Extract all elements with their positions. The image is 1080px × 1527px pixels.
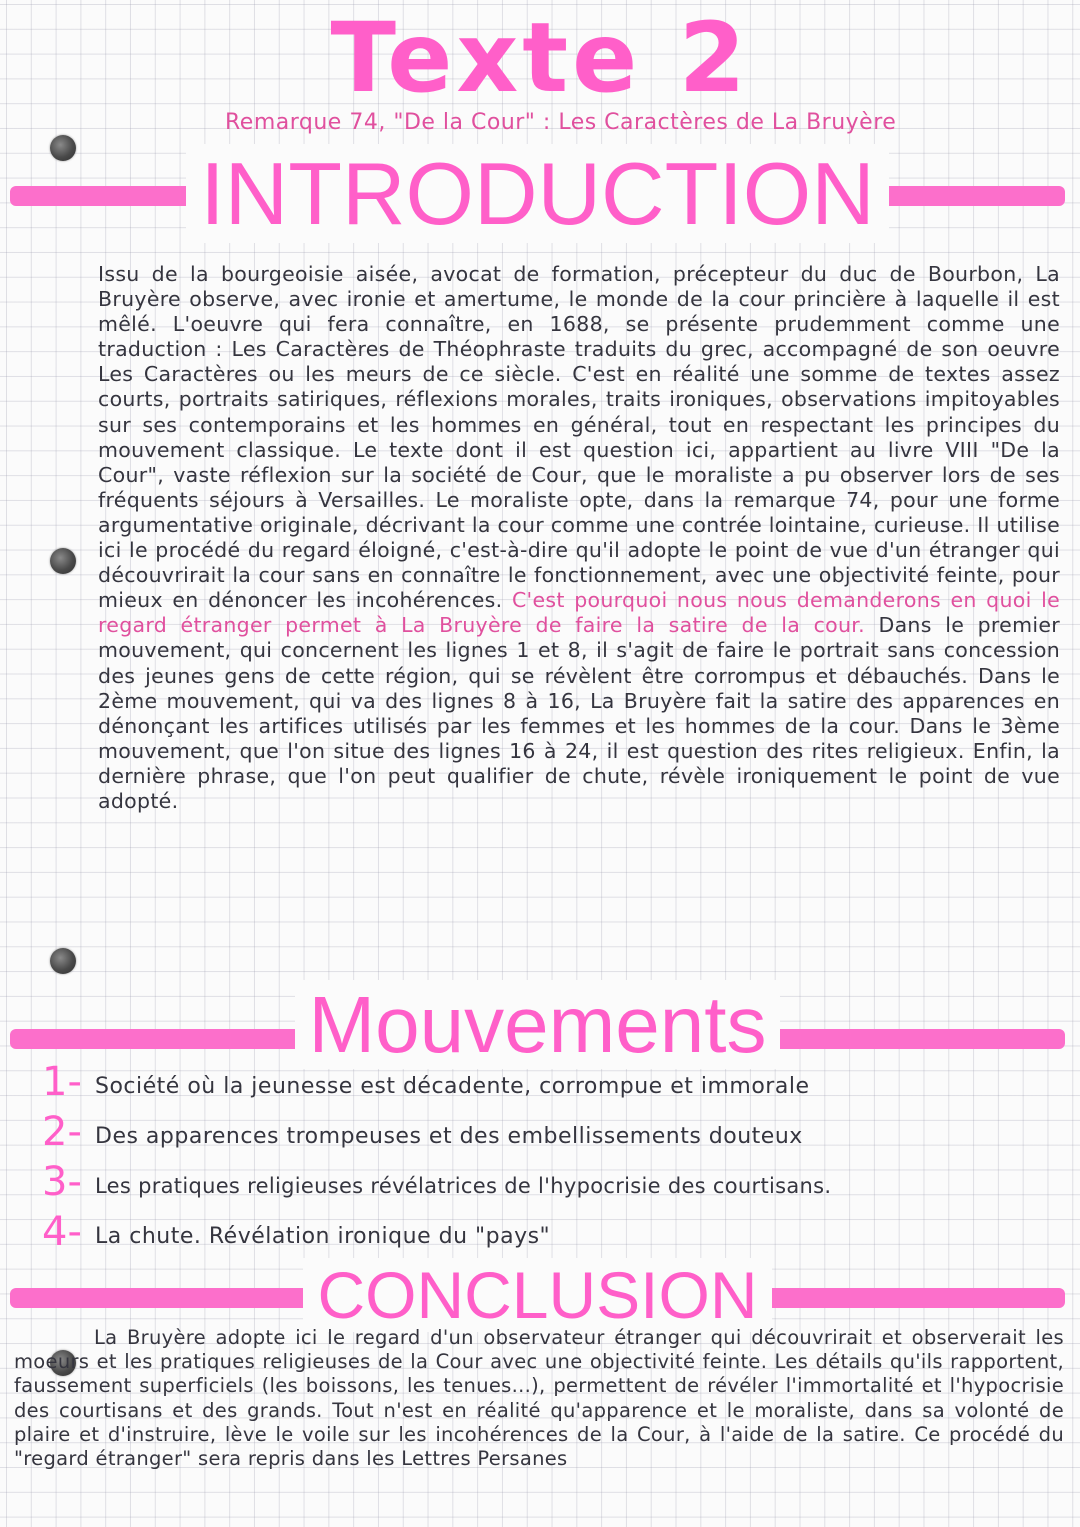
conclusion-heading-text: CONCLUSION xyxy=(303,1258,771,1332)
movement-number: 1- xyxy=(42,1059,82,1105)
introduction-text: Issu de la bourgeoisie aisée, avocat de formation, précepteur du duc de Bourbon, La Bruyère observe, avec ironie et amertume, le monde de la cour princière à laquelle il est mêlé. L'oeuvre qui fera connaître, en 1688, se présente prudemment comme une traduction : Les Caractères de Théophraste traduits du grec, accompagné de son oeuvre Les Caractères ou les meurs de ce siècle. C'est en réalité une somme de textes assez courts, portraits satiriques, réflexions morales, traits ironiques, observations impitoyables sur ses contemporains et les hommes en général, tout en respectant les principes du mouvement classique. Le texte dont il est question ici, appartient au livre VIII "De la Cour", vaste réflexion sur la société de Cour, que le moraliste a pu observer lors de ses fréquents séjours à Versailles. Le moraliste opte, dans la remarque 74, pour une forme argumentative originale, décrivant la cour comme une contrée lointaine, curieuse. Il utilise ici le procédé du regard éloigné, c'est-à-dire qu'il adopte le point de vue d'un étranger qui découvrirait la cour sans en connaître le fonctionnement, avec une objectivité feinte, pour mieux en dénoncer les incohérences. xyxy=(98,262,1060,613)
list-item xyxy=(40,1059,1070,1112)
binder-hole xyxy=(50,548,76,574)
movement-text: Les pratiques religieuses révélatrices de l'hypocrisie des courtisans. xyxy=(95,1174,832,1198)
introduction-heading xyxy=(10,144,1065,243)
mouvements-heading xyxy=(10,980,1065,1069)
plan-text: Dans le premier mouvement, qui concernent les lignes 1 et 8, il s'agit de faire le portrait sans concession des jeunes gens de cette région, qui se révèlent être corrompus et débauchés. Dans le 2ème mouvement, qui va des lignes 8 à 16, La Bruyère fait la satire des apparences en dénonçant les artifices utilisés par les femmes et les hommes de la cour. Dans le 3ème mouvement, que l'on situe des lignes 16 à 24, il est question des rites religieux. Enfin, la dernière phrase, que l'on peut qualifier de chute, révèle ironiquement le point de vue adopté. xyxy=(98,613,1061,813)
conclusion-text: La Bruyère adopte ici le regard d'un observateur étranger qui découvrirait et observerait les moeurs et les pratiques religieuses de la Cour avec une objectivité feinte. Les détails qu'ils rapportent, faussement superficiels (les boissons, les tenues...), permettent de révéler l'immortalité et l'hypocrisie des courtisans et des grands. Tout n'est en réalité qu'apparence et le moraliste, dans sa volonté de plaire et d'instruire, lève le voile sur les incohérences de la Cour, à l'aide de la satire. Ce procédé du "regard étranger" sera repris dans les Lettres Persanes xyxy=(14,1326,1064,1471)
movement-text: Des apparences trompeuses et des embellissements douteux xyxy=(95,1124,803,1149)
movement-number: 3- xyxy=(42,1159,82,1205)
list-item xyxy=(40,1159,1070,1212)
introduction-heading-text: INTRODUCTION xyxy=(186,144,889,243)
problematique: C'est pourquoi nous nous demanderons en quoi le regard étranger permet à La Bruyère de faire la satire de la cour. xyxy=(98,588,1060,638)
conclusion-heading xyxy=(10,1258,1065,1332)
movement-number: 2- xyxy=(42,1109,82,1155)
mouvements-list xyxy=(40,1059,1070,1262)
binder-hole xyxy=(50,948,76,974)
list-item xyxy=(40,1209,1070,1262)
movement-text: La chute. Révélation ironique du "pays" xyxy=(95,1224,551,1249)
page-subtitle: Remarque 74, "De la Cour" : Les Caractères de La Bruyère xyxy=(225,110,897,135)
movement-text: Société où la jeunesse est décadente, corrompue et immorale xyxy=(95,1074,810,1099)
mouvements-banner xyxy=(10,980,1065,1069)
introduction-body xyxy=(98,262,1060,814)
list-item xyxy=(40,1109,1070,1162)
page-title: Texte 2 xyxy=(330,2,750,114)
conclusion-body xyxy=(14,1326,1064,1471)
conclusion-banner xyxy=(10,1258,1065,1332)
introduction-banner xyxy=(10,144,1065,245)
movement-number: 4- xyxy=(42,1209,82,1255)
mouvements-heading-text: Mouvements xyxy=(295,980,781,1069)
